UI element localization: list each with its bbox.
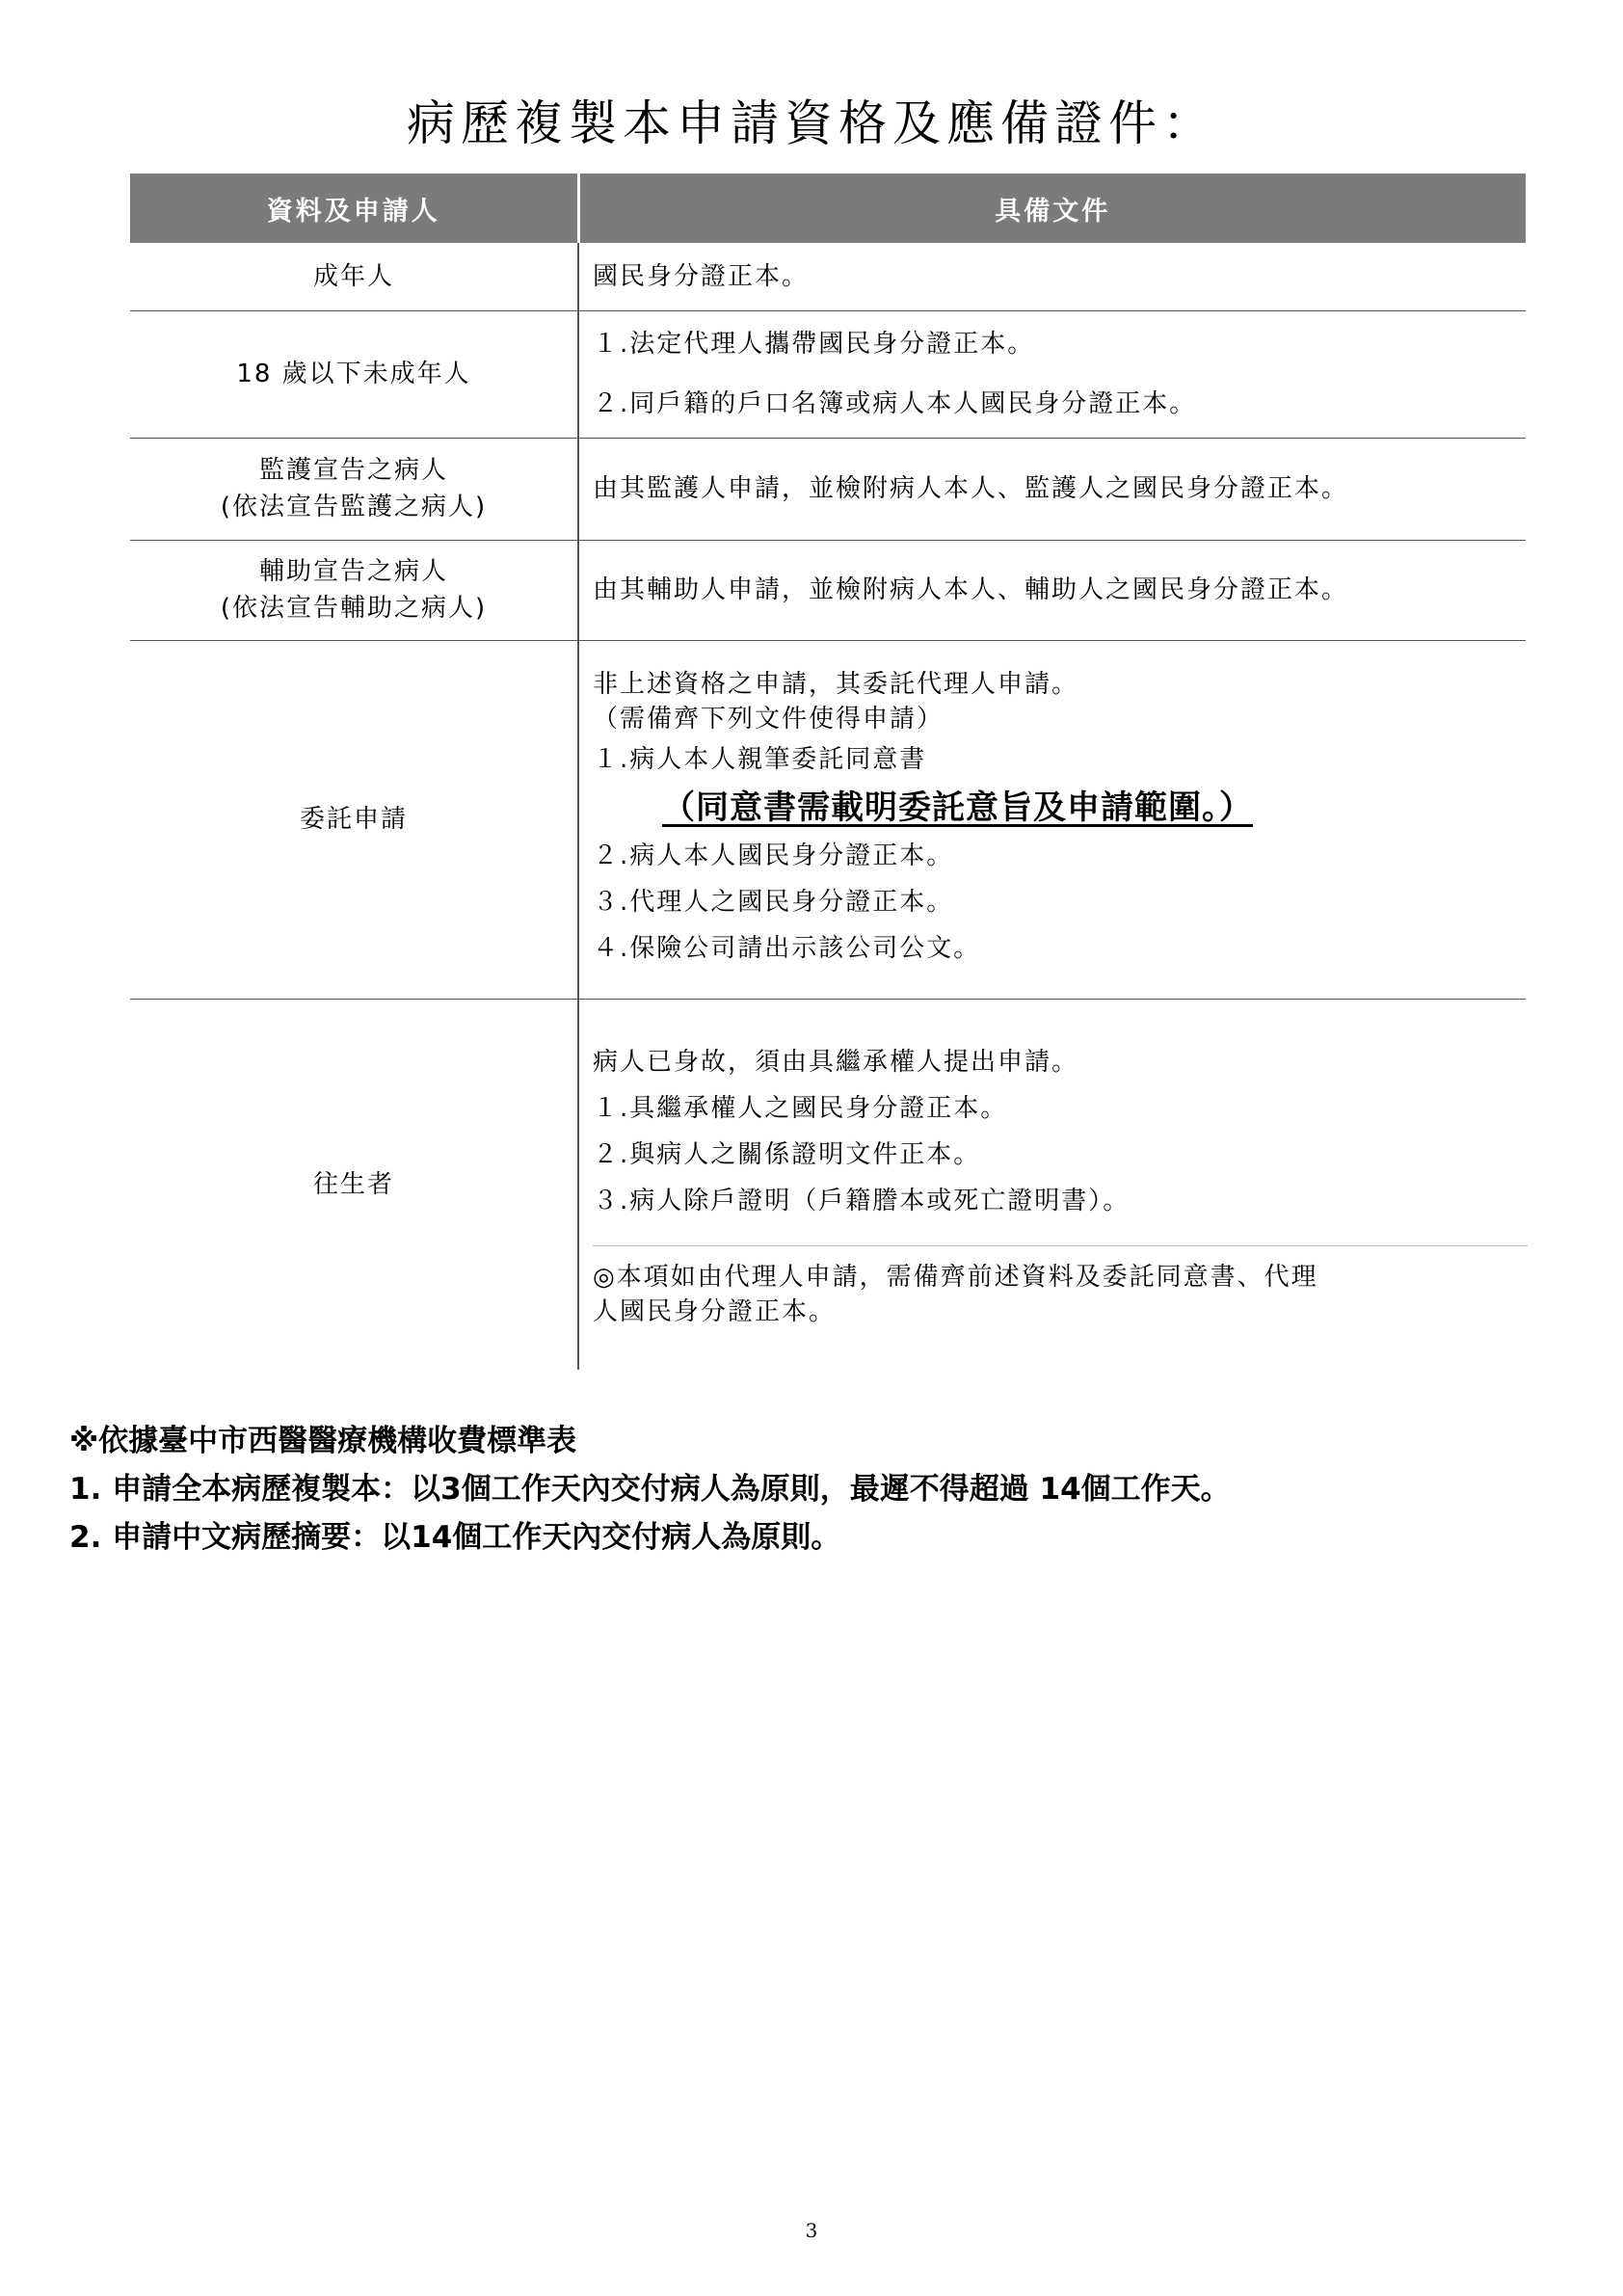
document-line: ２.病人本人國民身分證正本。 [593,841,954,870]
applicant-cell [130,540,578,640]
document-line: ２.同戶籍的戶口名簿或病人本人國民身分證正本。 [593,389,1197,418]
documents-cell [578,640,1526,999]
table-row [130,999,1526,1370]
applicant-label: 監護宣告之病人 [258,456,448,485]
table-row [130,640,1526,999]
document-line: ４.保險公司請出示該公司公文。 [593,934,981,963]
documents-cell [578,243,1526,310]
document-line: １.具繼承權人之國民身分證正本。 [593,1094,1008,1124]
requirements-table [130,174,1526,1370]
document-line: １.病人本人親筆委託同意書 [593,745,927,774]
applicant-sublabel: (依法宣告監護之病人) [220,493,488,521]
document-line: 由其輔助人申請，並檢附病人本人、輔助人之國民身分證正本。 [593,575,1349,604]
document-line: （需備齊下列文件使得申請） [593,705,945,734]
note-line: ◎本項如由代理人申請，需備齊前述資料及委託同意書、代理 [593,1263,1318,1293]
document-line: ２.與病人之關係證明文件正本。 [593,1140,981,1170]
applicant-label: 往生者 [312,1169,394,1199]
applicant-cell [130,999,578,1370]
applicant-cell [130,640,578,999]
header-documents: 具備文件 [578,174,1526,243]
applicant-label: 委託申請 [299,805,408,834]
document-line: 由其監護人申請，並檢附病人本人、監護人之國民身分證正本。 [593,474,1349,503]
page-number: 3 [805,2219,818,2242]
applicant-cell [130,243,578,310]
fee-notes [69,1417,1554,1562]
document-line: 病人已身故，須由具繼承權人提出申請。 [593,1048,1079,1078]
applicant-label: 成年人 [312,261,394,291]
document-line: ３.代理人之國民身分證正本。 [593,888,954,917]
table-row [130,540,1526,640]
applicant-sublabel: (依法宣告輔助之病人) [220,594,488,623]
note-item: 2. 申請中文病歷摘要：以14個工作天內交付病人為原則。 [69,1520,841,1555]
applicant-cell [130,438,578,540]
documents-cell [578,438,1526,540]
document-line: １.法定代理人攜帶國民身分證正本。 [593,330,1035,359]
note-item: 1. 申請全本病歷複製本：以3個工作天內交付病人為原則，最遲不得超過 14個工作天。 [69,1472,1231,1507]
documents-cell [578,310,1526,438]
notes-heading: ※依據臺中市西醫醫療機構收費標準表 [69,1424,577,1458]
header-applicant: 資料及申請人 [130,174,578,243]
applicant-label: 輔助宣告之病人 [258,557,448,586]
table-row [130,438,1526,540]
documents-cell [578,540,1526,640]
emphasis-note: （同意書需載明委託意旨及申請範圍。） [662,788,1253,827]
document-line: 國民身分證正本。 [593,261,810,291]
applicant-label: 18 歲以下未成年人 [236,360,471,388]
table-header-row [130,174,1526,243]
documents-cell [578,999,1526,1370]
divider [593,1245,1528,1246]
table-row [130,243,1526,310]
document-line: ３.病人除戶證明（戶籍謄本或死亡證明書）。 [593,1187,1131,1216]
page-title: 病歷複製本申請資格及應備證件： [407,95,1216,151]
applicant-cell [130,310,578,438]
table-row [130,310,1526,438]
document-line: 非上述資格之申請，其委託代理人申請。 [593,670,1079,699]
note-line: 人國民身分證正本。 [593,1297,837,1327]
